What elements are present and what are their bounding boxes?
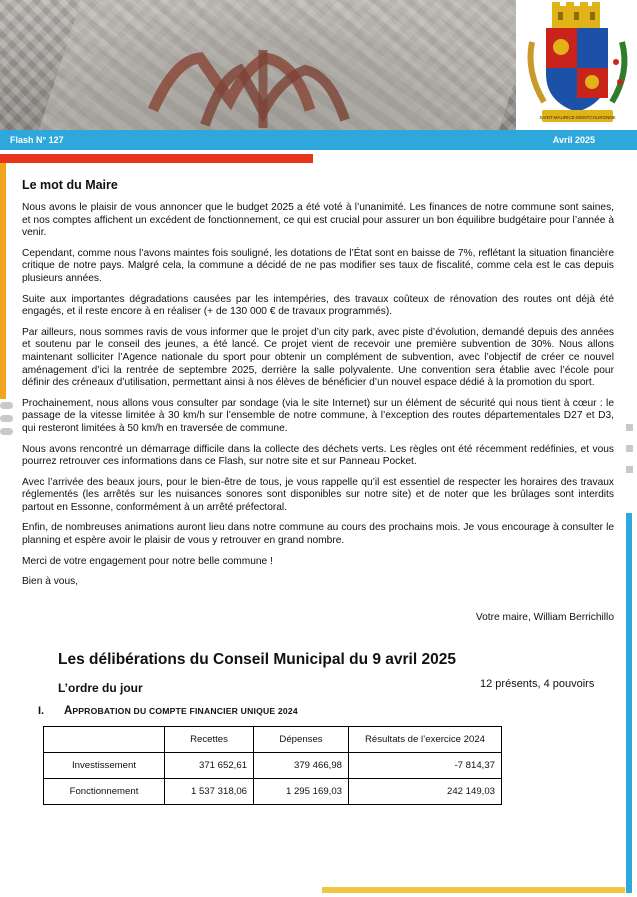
paragraph: Par ailleurs, nous sommes ravis de vous informer que le projet d’un city park, avec piste d’évolution, demandé depuis des années et soutenu par le conseil des jeunes, a été lancé. Ce projet vient de recevoir une première subvention de 30%. Nous allons maintenant solliciter l’Agence nationale du sport pour obtenir un complément de subvention, avec l’objectif de créer ce nouvel aménagement d’ici la rentrée de septembre 2025, derrière la salle polyvalente. Une convention sera établie avec l’école pour définir des créneaux d’utilisation, permettant ainsi à nos élèves de bénéficier d’un nouvel espace dédié à la promotion du sport. bbox=[22, 326, 614, 389]
agenda-item-number: I. bbox=[38, 705, 45, 717]
agenda-item-title: PPROBATION DU COMPTE FINANCIER UNIQUE 2024 bbox=[72, 706, 298, 716]
blue-side-bar bbox=[626, 513, 632, 893]
paragraph: Merci de votre engagement pour notre belle commune ! bbox=[22, 555, 273, 567]
deliberations-title: Les délibérations du Conseil Municipal du 9 avril 2025 bbox=[58, 651, 456, 668]
crest-banner-text: SAINT-MAURICE-MONTCOURONNE bbox=[539, 115, 616, 120]
row-label: Fonctionnement bbox=[44, 779, 165, 805]
header-photo bbox=[0, 0, 516, 130]
mayor-signature: Votre maire, William Berrichillo bbox=[475, 612, 614, 623]
paragraph: Avec l’arrivée des beaux jours, pour le bien-être de tous, je vous rappelle qu’il est essentiel de respecter les horaires des travaux réglementés (les arrêtés sur les nuisances sonores sont disponibles sur notre site) et de noter que les brûlages sont interdits partout en Essonne, conformément à un arrêté préfectoral. bbox=[22, 476, 614, 513]
red-accent-bar bbox=[0, 154, 313, 163]
header-cell: Résultats de l’exercice 2024 bbox=[349, 727, 502, 753]
paragraph: Prochainement, nous allons vous consulter par sondage (via le site Internet) sur un élément de sécurité qui nous tient à cœur : le passage de la vitesse limitée à 30 km/h sur l’ensemble de notre commune, à l’exception des routes départementales D27 et D3, qui resteront limitées à 50 km/h en traversée de commune. bbox=[22, 397, 614, 434]
header-cell bbox=[44, 727, 165, 753]
row-label: Investissement bbox=[44, 753, 165, 779]
budget-table bbox=[43, 726, 502, 805]
flash-number: Flash N° 127 bbox=[10, 135, 64, 145]
cell-value: 379 466,98 bbox=[254, 753, 349, 779]
yellow-side-bar bbox=[0, 163, 6, 399]
yellow-bottom-bar bbox=[322, 887, 625, 893]
paragraph: Cependant, comme nous l’avons maintes fois souligné, les dotations de l’État sont en baisse de 7%, reflétant la situation financière critique de notre pays. Malgré cela, la commune a décidé de ne pas modifier ses taux de fiscalité, comme cela est le cas depuis plusieurs années. bbox=[22, 247, 614, 284]
cell-value: 1 295 169,03 bbox=[254, 779, 349, 805]
ordre-du-jour-heading: L’ordre du jour bbox=[58, 681, 143, 695]
cell-value: 371 652,61 bbox=[165, 753, 254, 779]
right-squares-decoration bbox=[626, 424, 634, 487]
header-cell: Recettes bbox=[165, 727, 254, 753]
mosaic-monogram bbox=[145, 40, 365, 130]
header-band bbox=[0, 130, 637, 150]
paragraph: Bien à vous, bbox=[22, 576, 79, 588]
agenda-item-initial: A bbox=[64, 705, 73, 717]
header-cell: Dépenses bbox=[254, 727, 349, 753]
table-header-row bbox=[44, 727, 502, 753]
cell-value: 1 537 318,06 bbox=[165, 779, 254, 805]
cell-value: -7 814,37 bbox=[349, 753, 502, 779]
agenda-item-heading bbox=[38, 705, 298, 717]
coat-of-arms-logo bbox=[520, 2, 635, 130]
attendance-count: 12 présents, 4 pouvoirs bbox=[480, 678, 595, 690]
mot-du-maire-section bbox=[22, 178, 614, 597]
left-dots-decoration bbox=[0, 402, 14, 441]
cell-value: 242 149,03 bbox=[349, 779, 502, 805]
table-row bbox=[44, 779, 502, 805]
section-title: Le mot du Maire bbox=[22, 178, 118, 192]
issue-date: Avril 2025 bbox=[552, 135, 595, 145]
paragraph: Enfin, de nombreuses animations auront lieu dans notre commune au cours des prochains mois. Je vous encourage à consulter le planning et espère avoir le plaisir de vous y retrouver en grand nombre. bbox=[22, 522, 614, 547]
paragraph: Nous avons le plaisir de vous annoncer que le budget 2025 a été voté à l’unanimité. Les finances de notre commune sont saines, et nos comptes affichent un excédent de fonctionnement, ce qui est crucial pour assurer un bon équilibre budgétaire pour l’année à venir. bbox=[22, 202, 614, 239]
table-row bbox=[44, 753, 502, 779]
paragraph: Suite aux importantes dégradations causées par les intempéries, des travaux coûteux de rénovation des routes ont déjà été engagés, et il reste encore à en réaliser (+ de 130 000 € de travaux programmés). bbox=[22, 293, 614, 318]
paragraph: Nous avons rencontré un démarrage difficile dans la collecte des déchets verts. Les règles ont été récemment redéfinies, et vous pourrez retrouver ces informations dans ce Flash, sur notre site et sur Panneau Pocket. bbox=[22, 443, 614, 468]
